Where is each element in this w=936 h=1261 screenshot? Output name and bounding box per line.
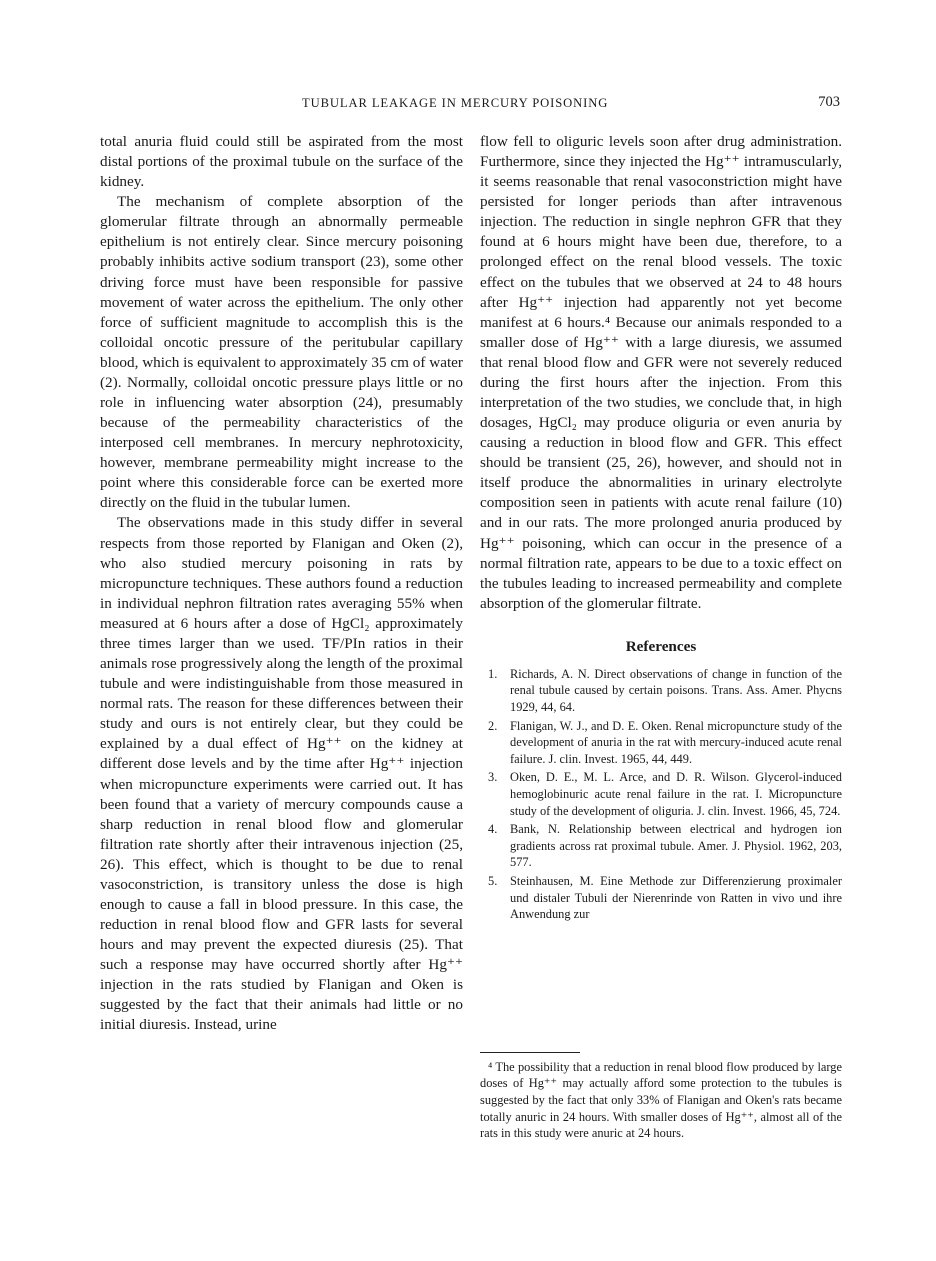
reference-item: [488, 873, 842, 923]
page-header: [100, 94, 840, 116]
body-paragraph: flow fell to oliguric levels soon after drug administration. Furthermore, since they injected the Hg⁺⁺ intramuscularly, it seems reasonable that renal vasoconstriction might have persisted for longer periods than after intravenous injection. The reduction in single nephron GFR that they found at 6 hours might have been due, therefore, to a prolonged effect on the renal blood vessels. The toxic effect on the tubules that we observed at 24 to 48 hours after Hg⁺⁺ injection had apparently not yet become manifest at 6 hours.⁴ Because our animals responded to a smaller dose of Hg⁺⁺ with a large diuresis, we assumed that renal blood flow and GFR were not severely reduced during the first hours after the injection. From this interpretation of the two studies, we conclude that, in high dosages, HgCl₂ may produce oliguria or even anuria by causing a reduction in blood flow and GFR. This effect should be transient (25, 26), however, and should not in itself produce the abnormalities in urinary electrolyte composition seen in patients with acute renal failure (10) and in our rats. The more prolonged anuria produced by Hg⁺⁺ poisoning, which can occur in the presence of a normal filtration rate, appears to be due to a toxic effect on the tubules leading to increased permeability and complete absorption of the glomerular filtrate.: [480, 133, 842, 612]
footnote-divider: [480, 1052, 580, 1053]
reference-item: [488, 666, 842, 716]
body-paragraph: The observations made in this study differ in several respects from those reported by Flanigan and Oken (2), who also studied mercury poisoning in rats by micropuncture techniques. These authors found a reduction in individual nephron filtration rates averaging 55% when measured at 6 hours after a dose of HgCl₂ approximately three times larger than we used. TF/PIn ratios in their animals rose progressively along the length of the proximal tubule and were indistinguishable from those measured in normal rats. The reason for these differences between their study and ours is not entirely clear, but they could be explained by a dual effect of Hg⁺⁺ on the kidney at different dose levels and by the time after Hg⁺⁺ injection when micropuncture experiments were carried out. It has been found that a variety of mercury compounds cause a sharp reduction in renal blood flow and glomerular filtration rate shortly after their intravenous injection (25, 26). This effect, which is thought to be due to renal vasoconstriction, is transitory unless the dose is high enough to cause a fall in blood pressure. In this case, the reduction in renal blood flow and GFR lasts for several hours and may prevent the expected diuresis (25). That such a response may have occurred shortly after Hg⁺⁺ injection in the rats studied by Flanigan and Oken is suggested by the fact that their animals had little or no initial diuresis. Instead, urine: [100, 514, 463, 1034]
reference-item: [488, 821, 842, 871]
page-number: 703: [818, 94, 840, 110]
left-column: [100, 132, 463, 1036]
running-title: TUBULAR LEAKAGE IN MERCURY POISONING: [302, 96, 609, 110]
body-paragraph: total anuria fluid could still be aspirated from the most distal portions of the proximal tubule on the surface of the kidney.: [100, 133, 463, 191]
reference-text: Oken, D. E., M. L. Arce, and D. R. Wilson. Glycerol-induced hemoglobinuric acute renal failure in the rat. I. Micropuncture study of the development of oliguria. J. clin. Invest. 1966, 45, 724.: [510, 770, 842, 818]
reference-number: 1.: [488, 666, 498, 681]
reference-item: [488, 718, 842, 768]
references-heading: References: [625, 637, 697, 655]
reference-text: Richards, A. N. Direct observations of change in function of the renal tubule caused by certain poisons. Trans. Ass. Amer. Phycns 1929, 44, 64.: [510, 666, 842, 715]
footnote: ⁴ The possibility that a reduction in renal blood flow produced by large doses of Hg⁺⁺ may actually afford some protection to the tubules is suggested by the fact that only 33% of Flanigan and Oken's rats became totally anuric in 24 hours. With smaller doses of Hg⁺⁺, almost all of the rats in this study were anuric at 24 hours.: [480, 1059, 842, 1141]
references-block: [480, 666, 842, 1038]
body-paragraph: The mechanism of complete absorption of the glomerular filtrate through an abnormally permeable epithelium is not entirely clear. Since mercury poisoning probably inhibits active sodium transport (23), some other driving force must have been responsible for passive movement of water across the epithelium. The only other force of sufficient magnitude to accomplish this is the colloidal oncotic pressure of the peritubular capillary blood, which is equivalent to approximately 35 cm of water (2). Normally, colloidal oncotic pressure plays little or no role in influencing water absorption (24), presumably because of the permeability characteristics of the interposed cell membranes. In mercury nephrotoxicity, however, membrane permeability might increase to the point where this considerable force can be exerted more directly on the fluid in the tubular lumen.: [100, 193, 463, 512]
reference-number: 5.: [488, 874, 498, 888]
reference-text: Flanigan, W. J., and D. E. Oken. Renal micropuncture study of the development of anuria in the rat with mercury-induced acute renal failure. J. clin. Invest. 1965, 44, 449.: [510, 718, 842, 766]
reference-number: 2.: [488, 718, 498, 733]
reference-item: [488, 769, 842, 819]
reference-text: Bank, N. Relationship between electrical and hydrogen ion gradients across rat proximal tubule. Amer. J. Physiol. 1962, 203, 577.: [510, 822, 842, 870]
right-column: [480, 132, 842, 1142]
reference-number: 3.: [488, 770, 498, 785]
references-list: [480, 666, 842, 923]
reference-number: 4.: [488, 822, 498, 837]
reference-text: Steinhausen, M. Eine Methode zur Differenzierung proximaler und distaler Tubuli der Nierenrinde von Ratten in vivo und ihre Anwendung zur: [510, 874, 842, 922]
